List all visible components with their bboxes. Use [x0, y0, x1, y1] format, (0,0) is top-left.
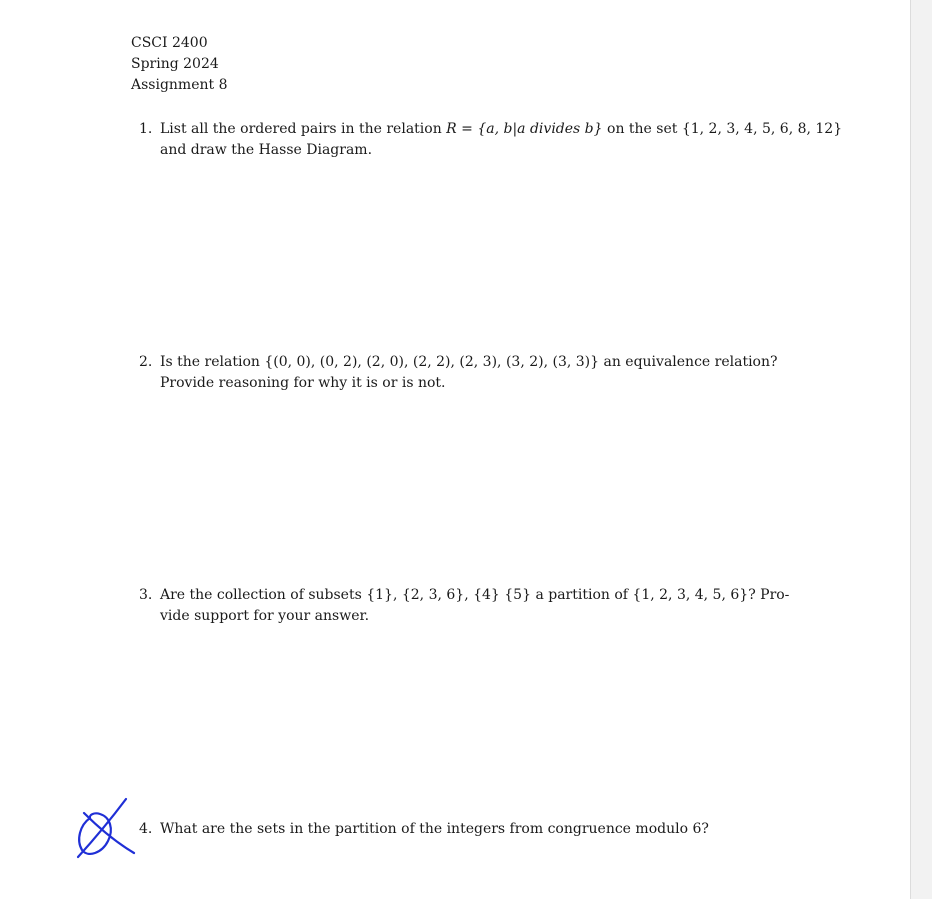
question-number: 4. [139, 821, 153, 837]
question-text: and draw the Hasse Diagram. [160, 142, 373, 158]
set-expression: {1, 2, 3, 4, 5, 6, 8, 12} [681, 121, 843, 137]
question-text: Provide reasoning for why it is or is not. [160, 375, 446, 391]
question-text-line [160, 352, 819, 373]
relation-expression: {(0, 0), (0, 2), (2, 0), (2, 2), (2, 3), (3, 2), (3, 3)} [264, 354, 600, 370]
question-3 [139, 585, 819, 627]
handwritten-mark-icon [70, 795, 136, 859]
question-number: 3. [139, 587, 153, 603]
question-text: List all the ordered pairs in the relation [160, 121, 447, 137]
question-text: Are the collection of subsets [160, 587, 367, 603]
subsets-expression: {1}, {2, 3, 6}, {4} {5} [366, 587, 531, 603]
question-4 [139, 819, 819, 840]
question-text: ? Pro- [748, 587, 790, 603]
question-text: an equivalence relation? [599, 354, 778, 370]
question-2 [139, 352, 819, 394]
question-text-line [160, 119, 843, 140]
question-text: on the set [602, 121, 682, 137]
question-text: What are the sets in the partition of the integers from congruence modulo 6? [160, 821, 709, 837]
set-expression: {1, 2, 3, 4, 5, 6} [632, 587, 749, 603]
term: Spring 2024 [131, 56, 219, 72]
question-text-line [160, 585, 819, 606]
question-text: a partition of [531, 587, 633, 603]
question-number: 2. [139, 354, 153, 370]
question-1 [139, 119, 843, 161]
relation-expression: R = {a, b|a divides b} [446, 121, 603, 137]
question-text: Is the relation [160, 354, 265, 370]
assignment-title: Assignment 8 [131, 77, 228, 93]
course-code: CSCI 2400 [131, 35, 208, 51]
document-header [131, 33, 228, 96]
scrollbar[interactable] [910, 0, 932, 899]
question-text: vide support for your answer. [160, 608, 370, 624]
question-number: 1. [139, 121, 153, 137]
